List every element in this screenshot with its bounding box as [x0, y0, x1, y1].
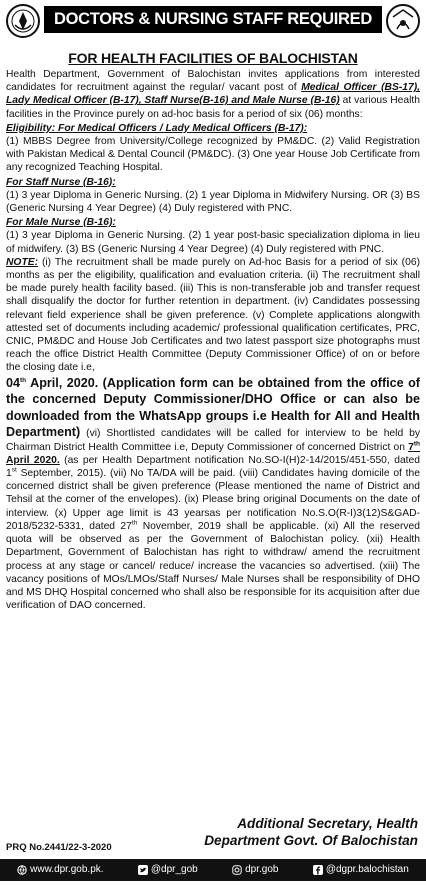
male-nurse-text: (1) 3 year Diploma in Generic Nursing. (2) 1 year post-basic specialization diploma in lieu of midwifery. (3) BS (Generic Nursing 4 Year Degree) (4) Duly registered with PNC.: [6, 230, 420, 255]
note-text-5: November, 2019 shall be applicable. (xi) All the reserved quota will be observed as per the Government of Balochistan policy. (xii) Health Department, Government of Balochistan has right to withdraw/ amend the recruitment process at any stage or cancel/ reduce/ increase the vacancies so advertised. (xiii) The vacancy positions of MOs/LMOs/Staff Nurses/ Male Nurses shall be responsibility of DHO and MS DHQ Hospital concerned who shall also be responsible for its acquisition after due verification of DAO concerned.: [6, 520, 420, 612]
footer-website[interactable]: [17, 859, 103, 881]
intro-text: Health Department, Government of Balochistan invites applications from interested candidates for recruitment against the regular/ vacant post of: [6, 69, 420, 94]
header: [0, 0, 426, 46]
eligibility-heading: Eligibility: For Medical Officers / Lady Medical Officers (B-17):: [6, 122, 308, 134]
page-title: DOCTORS & NURSING STAFF REQUIRED: [44, 6, 382, 33]
watermark: ♦: [195, 388, 244, 457]
website-text: www.dpr.gob.pk.: [30, 864, 104, 875]
signature-line-1: Additional Secretary, Health: [237, 816, 418, 831]
instagram-icon: [232, 865, 242, 875]
note-paragraph: NOTE: (i) The recruitment shall be made purely on Ad-hoc Basis for a period of six (06) months as per the eligibility, qualification and evaluation criteria. (ii) The recruitment shall be made purely health facility based. (iii) This is non-transferable job and transfer request shall disqualify the doctor for further retention in department. (iv) Candidates possessing relevant field experience shall be given preference. (v) Complete applications alongwith attested set of documents including academic/ professional qualification certificates, PRC, CNIC, PM&DC and House Job Certificates and two latest passport size photographs must reach the office District Health Committee (Deputy Commissioner Office) of on or before the closing date i.e, 04th April, 2020. (Application form can be obtained from the office of the concerned Deputy Commissioner/DHO Office or can also be downloaded from the WhatsApp groups i.e Health for All and Health Department) (vi) Shortlisted candidates will be called for interview to be held by Chairman District Health Committee i.e, Deputy Commissioner of concerned District on 7th April 2020. (as per Health Department notification No.SO-I(H)2-14/2015/451-550, dated 1st September, 2015). (vii) No TA/DA will be paid. (viii) Candidates having domicile of the concerned district shall be given preference (Please mentioned the name of District and Tehsil at the corner of the envelopes). (ix) Please bring original Documents on the date of interview. (x) Upper age limit is 43 yearsas per notification No.S.O(R-I)3(12)S&GAD-2018/5232-5331, dated 27th November, 2019 shall be applicable. (xi) All the reserved quota will be observed as per the Government of Balochistan policy. (xii) Health Department, Government of Balochistan has right to withdraw/ amend the recruitment process at any stage or cancel/ reduce/ increase the vacancies so advertised. (xiii) The vacancy positions of MOs/LMOs/Staff Nurses/ Male Nurses shall be responsibility of DHO and MS DHQ Hospital concerned who shall also be responsible for its acquisition after due verification of DAO concerned.: [6, 256, 420, 612]
male-nurse-heading: For Male Nurse (B-16):: [6, 217, 116, 229]
page-subtitle: FOR HEALTH FACILITIES OF BALOCHISTAN: [68, 50, 358, 66]
note-text-1: (i) The recruitment shall be made purely on Ad-hoc Basis for a period of six (06) months as per the eligibility, qualification and evaluation criteria. (ii) The recruitment shall be made purely health facility based. (iii) This is non-transferable job and transfer request shall disqualify the doctor for further retention in department. (iv) Candidates possessing relevant field experience shall be given preference. (v) Complete applications alongwith attested set of documents including academic/ professional qualification certificates, PRC, CNIC, PM&DC and House Job Certificates and two latest passport size photographs must reach the office District Health Committee (Deputy Commissioner Office) of on or before the closing date i.e,: [6, 256, 420, 374]
posts-list: Medical Officer (BS-17), Lady Medical Officer (B-17), Staff Nurse(B-16) and Male Nurse (B-16): [6, 82, 421, 107]
note-text-2: (vi) Shortlisted candidates will be called for interview to be held by Chairman District Health Committee i.e, Deputy Commissioner of concerned District on: [6, 428, 420, 453]
globe-icon: [17, 865, 27, 875]
department-logo-icon: [385, 3, 421, 39]
closing-date: 04th April, 2020.: [6, 375, 99, 390]
staff-nurse-heading: For Staff Nurse (B-16):: [6, 176, 116, 188]
interview-date: 7th April 2020.: [6, 440, 420, 466]
instagram-text: dpr.gob: [245, 864, 279, 875]
signature-block: [204, 815, 418, 849]
application-form-note: (Application form can be obtained from the office of the concerned Deputy Commissioner/DHO Office or can also be downloaded from the WhatsApp groups i.e Health for All and Health Department): [6, 375, 420, 440]
facebook-icon: [313, 865, 323, 875]
signature-line-2: Department Govt. Of Balochistan: [204, 833, 418, 848]
footer-facebook[interactable]: [313, 859, 409, 881]
note-text-4: September, 2015). (vii) No TA/DA will be paid. (viii) Candidates having domicile of the concerned district shall be given preference (Please mentioned the name of District and Tehsil at the corner of the envelopes). (ix) Please bring original Documents on the date of interview. (x) Upper age limit is 43 yearsas per notification No.S.O(R-I)3(12)S&GAD-2018/5232-5331, dated 27: [6, 468, 420, 532]
twitter-text: @dpr_gob: [150, 864, 198, 875]
prq-number: PRQ No.2441/22-3-2020: [6, 842, 112, 853]
government-emblem-icon: [5, 3, 41, 39]
intro-text-end: at various Health facilities in the Province purely on ad-hoc basis for a period of six (06) months:: [6, 95, 420, 120]
footer-instagram[interactable]: [232, 859, 278, 881]
footer-bar: [0, 859, 426, 881]
note-text-3: (as per Health Department notification No.SO-I(H)2-14/2015/451-550, dated 1: [6, 454, 420, 480]
facebook-text: @dgpr.balochistan: [325, 864, 409, 875]
eligibility-text: (1) MBBS Degree from University/College recognized by PM&DC. (2) Valid Registration with Pakistan Medical & Dental Council (PM&DC). (3) One year House Job Certificate from any recognized Teaching Hospital.: [6, 136, 420, 174]
advertisement-body: [6, 68, 420, 612]
note-label: NOTE:: [6, 256, 39, 268]
twitter-icon: [138, 865, 148, 875]
staff-nurse-text: (1) 3 year Diploma in Generic Nursing. (2) 1 year Diploma in Midwifery Nursing. OR (3) BS (Generic Nursing 4 Year Degree) (4) Duly registered with PNC.: [6, 189, 420, 215]
intro-paragraph: [6, 68, 420, 121]
footer-twitter[interactable]: [138, 859, 198, 881]
